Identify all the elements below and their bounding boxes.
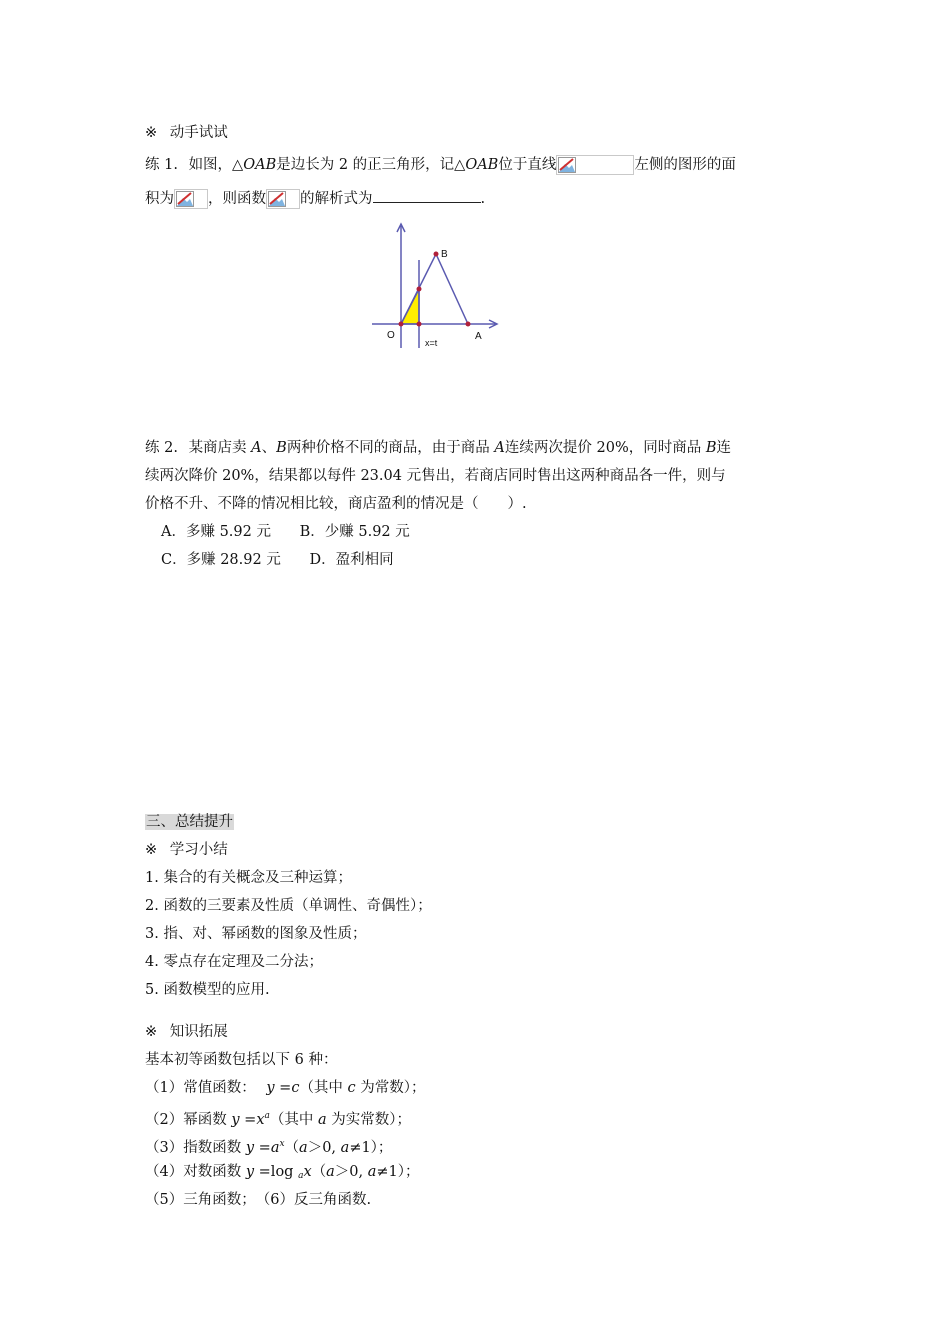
math-var: y: [231, 1112, 240, 1128]
text: 位于直线: [498, 157, 557, 173]
text: 为实常数）；: [326, 1112, 411, 1128]
point-a: [466, 322, 471, 327]
section-summary: [145, 840, 228, 860]
math-var: c: [291, 1080, 300, 1096]
point-t: [417, 322, 422, 327]
label-x-eq-t: x=t: [425, 338, 438, 348]
text: 为常数）；: [355, 1080, 426, 1096]
extension-item-5: （5）三角函数； （6）反三角函数.: [145, 1192, 372, 1208]
label-o: O: [387, 330, 395, 341]
math-var: a: [299, 1140, 308, 1156]
text: .: [480, 191, 486, 207]
section-mark: ※: [145, 125, 158, 141]
text: 某商店卖: [188, 440, 252, 456]
text: 、: [261, 440, 277, 456]
text: 如图，△: [188, 157, 244, 173]
text: ＞0,: [307, 1140, 341, 1156]
option-a[interactable]: A．多赚 5.92 元: [161, 524, 271, 540]
section-3-title: 三、总结提升: [146, 814, 233, 830]
text: ，则函数: [208, 191, 266, 207]
exercise-label: 练 1.: [145, 157, 178, 173]
math-var: a: [367, 1164, 377, 1180]
math-var: A: [251, 440, 262, 456]
text: ＞0,: [334, 1164, 368, 1180]
broken-image-icon: [556, 155, 634, 175]
math-var: y: [245, 1164, 255, 1180]
math-subscript: a: [298, 1171, 304, 1181]
math-var: A: [494, 440, 505, 456]
text: ≠1）；: [376, 1164, 420, 1180]
options-row-2: [161, 550, 394, 570]
text: 积为: [145, 191, 174, 207]
math-var: x: [303, 1164, 312, 1180]
text: （其中: [299, 1080, 348, 1096]
text: ≠1）；: [349, 1140, 393, 1156]
text: 两种价格不同的商品，由于商品: [286, 440, 495, 456]
text: 连续两次提价 20%，同时商品: [504, 440, 706, 456]
section-title: 动手试试: [169, 125, 228, 141]
summary-item: 2. 函数的三要素及性质（单调性、奇偶性）；: [145, 898, 432, 914]
math-var: x: [256, 1112, 265, 1128]
section-title: 学习小结: [169, 842, 228, 858]
option-c[interactable]: C．多赚 28.92 元: [161, 552, 281, 568]
math-superscript: x: [279, 1139, 285, 1149]
text: 是边长为 2 的正三角形，记△: [276, 157, 466, 173]
section-mark: ※: [145, 1024, 158, 1040]
math-var: y: [266, 1080, 275, 1096]
section-title: 知识拓展: [169, 1024, 228, 1040]
point-o: [399, 322, 404, 327]
math-superscript: a: [264, 1111, 270, 1121]
exercise-label: 练 2.: [145, 440, 178, 456]
point-intersect: [417, 287, 422, 292]
math-var: OAB: [243, 157, 277, 173]
text: （1）常值函数：: [145, 1080, 256, 1096]
math-var: a: [340, 1140, 350, 1156]
section-3-heading: [145, 812, 234, 832]
broken-image-icon: [174, 189, 208, 209]
answer-blank[interactable]: [373, 188, 481, 203]
text: =: [274, 1080, 292, 1096]
exercise-2-line-1: [145, 438, 731, 458]
math-var: OAB: [465, 157, 499, 173]
option-d[interactable]: D．盈利相同: [309, 552, 394, 568]
point-b: [434, 252, 439, 257]
math-var: a: [326, 1164, 335, 1180]
text: =log: [254, 1164, 299, 1180]
math-var: y: [245, 1140, 255, 1156]
text: （2）幂函数: [145, 1112, 232, 1128]
section-mark: ※: [145, 842, 158, 858]
exercise-2-line-2: 续两次降价 20%，结果都以每件 23.04 元售出，若商店同时售出这两种商品各一件，则与: [145, 468, 726, 484]
text: （: [284, 1140, 300, 1156]
text: （3）指数函数: [145, 1140, 246, 1156]
text: 的解析式为: [300, 191, 373, 207]
section-try: [145, 123, 228, 143]
extension-item-4: [145, 1162, 420, 1186]
exercise-1-line-2: [145, 188, 485, 209]
summary-item: 4. 零点存在定理及二分法；: [145, 954, 323, 970]
text: 连: [716, 440, 732, 456]
text: （其中: [269, 1112, 318, 1128]
summary-item: 5. 函数模型的应用.: [145, 982, 270, 998]
math-var: a: [270, 1140, 280, 1156]
summary-item: 3. 指、对、幂函数的图象及性质；: [145, 926, 367, 942]
text: =: [254, 1140, 271, 1156]
text: （4）对数函数: [145, 1164, 246, 1180]
triangle-side-ba: [436, 254, 468, 324]
exercise-2-line-3: 价格不升、不降的情况相比较，商店盈利的情况是（ ）.: [145, 496, 527, 512]
text: （: [311, 1164, 327, 1180]
label-a: A: [475, 331, 482, 342]
section-extension: [145, 1022, 228, 1042]
option-b[interactable]: B．少赚 5.92 元: [299, 524, 410, 540]
extension-item-1: [145, 1078, 426, 1098]
math-var: B: [276, 440, 287, 456]
extension-item-2: [145, 1106, 411, 1130]
broken-image-icon: [266, 189, 300, 209]
extension-intro: 基本初等函数包括以下 6 种：: [145, 1052, 338, 1068]
exercise-1-line-1: [145, 155, 736, 175]
summary-item: 1. 集合的有关概念及三种运算；: [145, 870, 352, 886]
math-var: a: [317, 1112, 327, 1128]
text: =: [239, 1112, 257, 1128]
math-var: c: [347, 1080, 356, 1096]
extension-item-3: [145, 1134, 392, 1158]
triangle-figure: [368, 222, 508, 352]
math-var: B: [705, 440, 717, 456]
text: 左侧的图形的面: [634, 157, 736, 173]
label-b: B: [441, 249, 448, 260]
options-row-1: [161, 522, 410, 542]
